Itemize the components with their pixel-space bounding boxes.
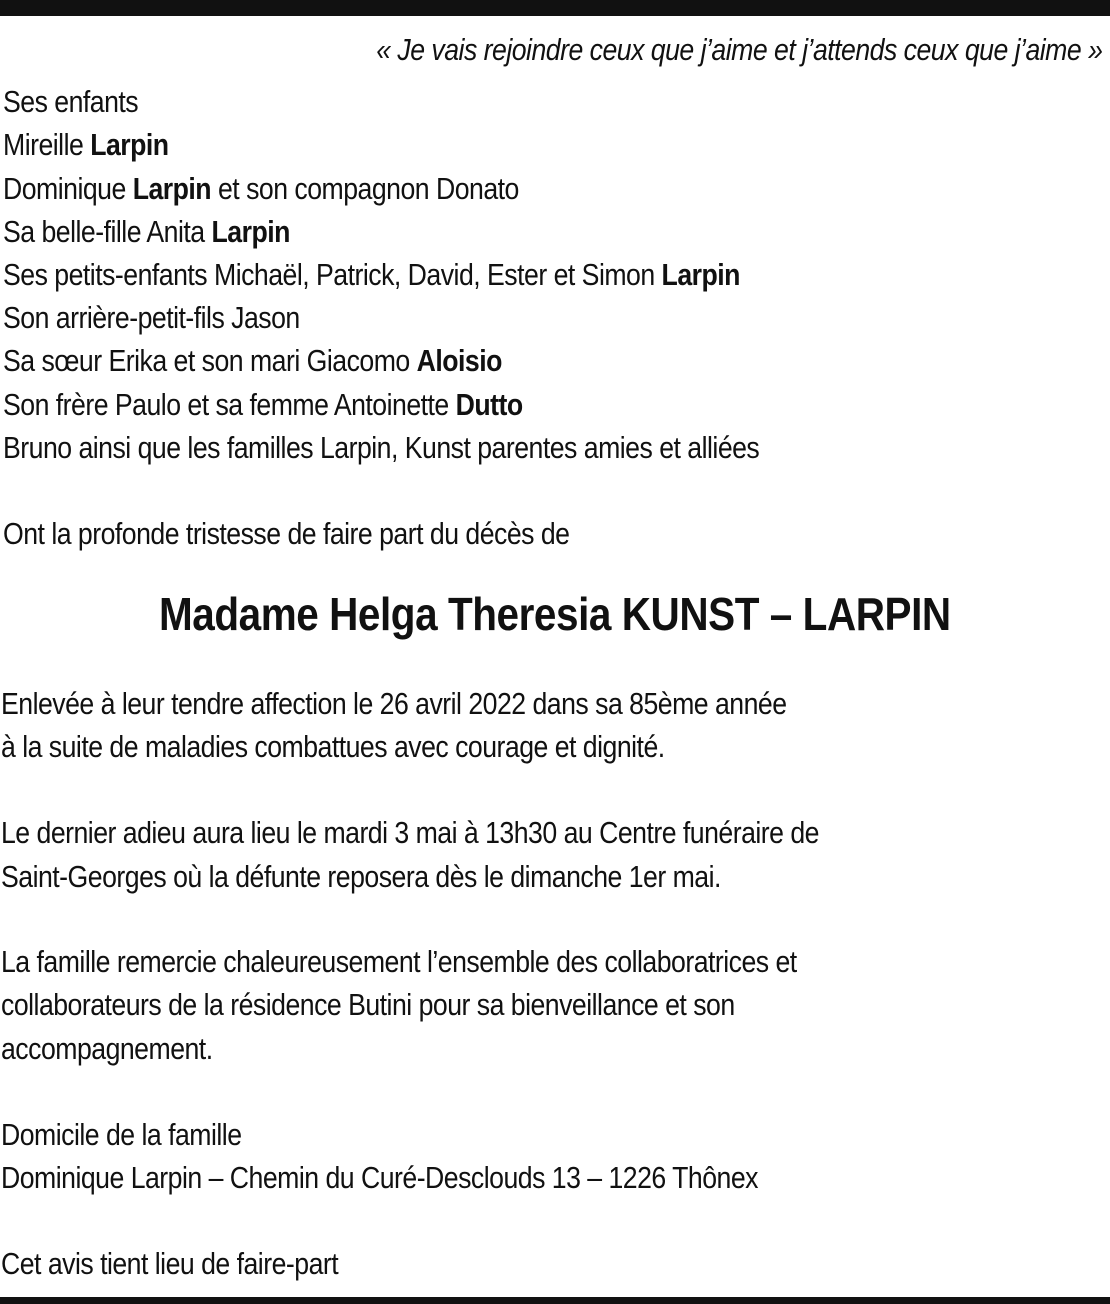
family-surname: Larpin (211, 214, 290, 249)
ceremony-line: Le dernier adieu aura lieu le mardi 3 mai à 13h30 au Centre funéraire de (1, 815, 819, 850)
epigraph-quote: « Je vais rejoindre ceux que j’aime et j’attends ceux que j’aime » (375, 32, 1102, 67)
family-surname: Dutto (455, 387, 523, 422)
family-line: Ses petits-enfants Michaël, Patrick, David, Ester et Simon Larpin (3, 257, 740, 292)
thanks-line: La famille remercie chaleureusement l’ensemble des collaboratrices et (1, 944, 797, 979)
family-surname: Aloisio (416, 343, 502, 378)
family-surname: Larpin (90, 127, 169, 162)
family-closing-line: Bruno ainsi que les familles Larpin, Kunst parentes amies et alliées (3, 430, 760, 465)
passing-line: à la suite de maladies combattues avec courage et dignité. (1, 729, 665, 764)
footer-note: Cet avis tient lieu de faire-part (1, 1246, 339, 1281)
passing-line: Enlevée à leur tendre affection le 26 avril 2022 dans sa 85ème année (1, 686, 787, 721)
family-line: Dominique Larpin et son compagnon Donato (3, 171, 519, 206)
thanks-line: collaborateurs de la résidence Butini pour sa bienveillance et son (1, 987, 735, 1022)
thanks-line: accompagnement. (1, 1031, 213, 1066)
announcement-text: Ont la profonde tristesse de faire part du décès de (3, 516, 570, 551)
family-surname: Larpin (132, 171, 212, 206)
bottom-border-rule (0, 1297, 1110, 1304)
deceased-name-heading: Madame Helga Theresia KUNST – LARPIN (159, 588, 951, 640)
domicile-heading: Domicile de la famille (1, 1117, 242, 1152)
top-border-rule (0, 0, 1110, 16)
family-line: Sa belle-fille Anita Larpin (3, 214, 290, 249)
children-heading: Ses enfants (3, 84, 139, 119)
family-line: Son frère Paulo et sa femme Antoinette Dutto (3, 387, 523, 422)
family-surname: Larpin (661, 257, 740, 292)
family-line: Sa sœur Erika et son mari Giacomo Aloisio (3, 343, 502, 378)
domicile-address: Dominique Larpin – Chemin du Curé-Desclouds 13 – 1226 Thônex (1, 1160, 758, 1195)
ceremony-line: Saint-Georges où la défunte reposera dès le dimanche 1er mai. (1, 859, 721, 894)
family-line: Mireille Larpin (3, 127, 169, 162)
family-line: Son arrière-petit-fils Jason (3, 300, 300, 335)
